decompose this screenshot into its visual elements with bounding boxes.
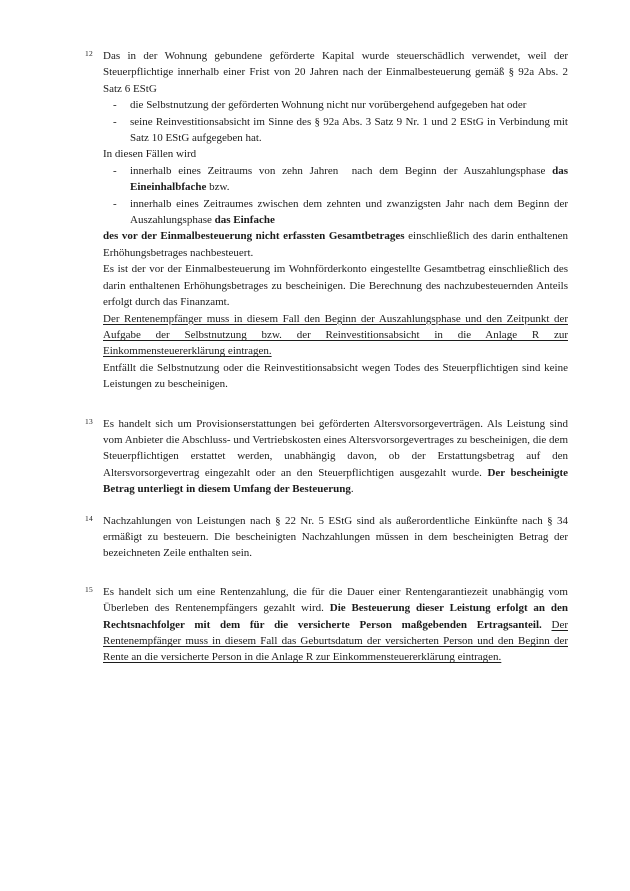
footnote-15-underlined: Der Rentenempfänger muss in diesem Fall das Geburtsdatum der versicherten Person und den Beginn der Rente an die versicherte Person in die Anlage R zur Einkommensteuererklärung eintragen. <box>103 618 568 664</box>
footnote-13 <box>85 416 568 498</box>
footnote-12-result <box>103 228 568 261</box>
footnote-number-12: 12 <box>85 49 94 58</box>
footnote-12-certify: Es ist der vor der Einmalbesteuerung im Wohnförderkonto eingestellte Gesamtbetrag einschließlich des darin enthaltenen Erhöhungsbetrages zu bescheinigen. Die Berechnung des nachzubesteuernden Anteils erfolgt durch das Finanzamt. <box>103 263 568 309</box>
footnote-15-bold: Die Besteuerung dieser Leistung erfolgt an den Rechtsnachfolger mit dem für die versicherte Person maßgebenden Ertragsanteil. <box>103 602 568 631</box>
footnote-12 <box>85 48 568 393</box>
dash-bullet-icon: - <box>113 197 117 210</box>
footnote-12-result-rest: einschließlich des darin enthaltenen Erhöhungsbetrages nachbesteuert. <box>103 230 568 259</box>
footnote-12-bullet-4 <box>103 196 568 229</box>
footnote-number-15: 15 <box>85 584 94 594</box>
footnote-12-case1-post: bzw. <box>206 181 230 194</box>
footnote-number-14: 14 <box>85 513 94 523</box>
footnote-12-case1-pre: innerhalb eines Zeitraums von zehn Jahren nach dem Beginn der Auszahlungsphase <box>130 164 553 177</box>
dash-bullet-icon: - <box>113 164 117 177</box>
footnote-12-cases-intro: In diesen Fällen wird <box>103 148 197 161</box>
footnote-12-bullet-1 <box>103 97 568 113</box>
footnote-12-bullet-2 <box>103 114 568 147</box>
footnote-12-case1-bold: das Eineinhalbfache <box>130 164 568 194</box>
footnote-12-underlined-note: Der Rentenempfänger muss in diesem Fall den Beginn der Auszahlungsphase und den Zeitpunkt der Aufgabe der Selbstnutzung bzw. der Reinvestitionsabsicht in die Anlage R zur Einkommensteuererklärung eintragen. <box>103 312 568 358</box>
footnote-13-text <box>103 416 568 498</box>
footnote-13-regular: Es handelt sich um Provisionserstattungen bei geförderten Altersvorsorgeverträgen. Als Leistung sind vom Anbieter die Abschluss- und Vertriebskosten eines Altersvorsorgevertrages zu bescheinigen, die dem Steuerpflichtigen erstattet werden, unabhängig davon, ob der Erstattungsbetrag auf den Altersvorsorgevertrag eingezahlt oder an den Steuerpflichtigen ausgezahlt wurde. <box>103 417 568 479</box>
footnote-12-result-bold: des vor der Einmalbesteuerung nicht erfassten Gesamtbetrages <box>103 230 405 243</box>
footnote-12-death-note: Entfällt die Selbstnutzung oder die Reinvestitionsabsicht wegen Todes des Steuerpflichtigen sind keine Leistungen zu bescheinigen. <box>103 361 568 391</box>
footnote-15-text <box>103 584 568 666</box>
footnote-12-bullet-4-text <box>130 196 568 229</box>
footnote-12-bullet-1-text: die Selbstnutzung der geförderten Wohnung nicht nur vorübergehend aufgegeben hat oder <box>130 99 527 112</box>
footnote-14-text: Nachzahlungen von Leistungen nach § 22 Nr. 5 EStG sind als außerordentliche Einkünfte nach § 34 ermäßigt zu besteuern. Die bescheinigten Nachzahlungen müssen in dem bescheinigten Betrag der bezeichneten Zeile enthalten sein. <box>103 514 568 560</box>
footnote-12-bullet-2-text: seine Reinvestitionsabsicht im Sinne des § 92a Abs. 3 Satz 9 Nr. 1 und 2 EStG in Verbindung mit Satz 10 EStG aufgegeben hat. <box>130 115 568 145</box>
footnotes-column <box>85 48 568 666</box>
footnote-15-regular: Es handelt sich um eine Rentenzahlung, die für die Dauer einer Rentengarantiezeit unabhängig vom Überleben des Rentenempfängers gezahlt wird. <box>103 585 568 615</box>
footnote-13-period: . <box>350 483 354 496</box>
footnote-12-intro: Das in der Wohnung gebundene geförderte Kapital wurde steuerschädlich verwendet, weil der Steuerpflichtige innerhalb einer Frist von 20 Jahren nach der Einmalbesteuerung gemäß § 92a Abs. 2 Satz 6 EStG <box>103 50 568 95</box>
footnote-12-case2-bold: das Einfache <box>214 214 275 227</box>
footnote-13-bold: Der bescheinigte Betrag unterliegt in diesem Umfang der Besteuerung <box>103 466 568 496</box>
footnote-12-bullet-3-text <box>130 163 568 196</box>
footnote-12-case2-pre: innerhalb eines Zeitraumes zwischen dem zehnten und zwanzigsten Jahr nach dem Beginn der Auszahlungsphase <box>130 197 568 227</box>
footnote-15 <box>85 584 568 666</box>
dash-bullet-icon: - <box>113 115 117 128</box>
dash-bullet-icon: - <box>113 99 117 112</box>
footnote-14 <box>85 513 568 562</box>
footnote-number-13: 13 <box>85 416 94 426</box>
footnote-12-bullet-3 <box>103 163 568 196</box>
